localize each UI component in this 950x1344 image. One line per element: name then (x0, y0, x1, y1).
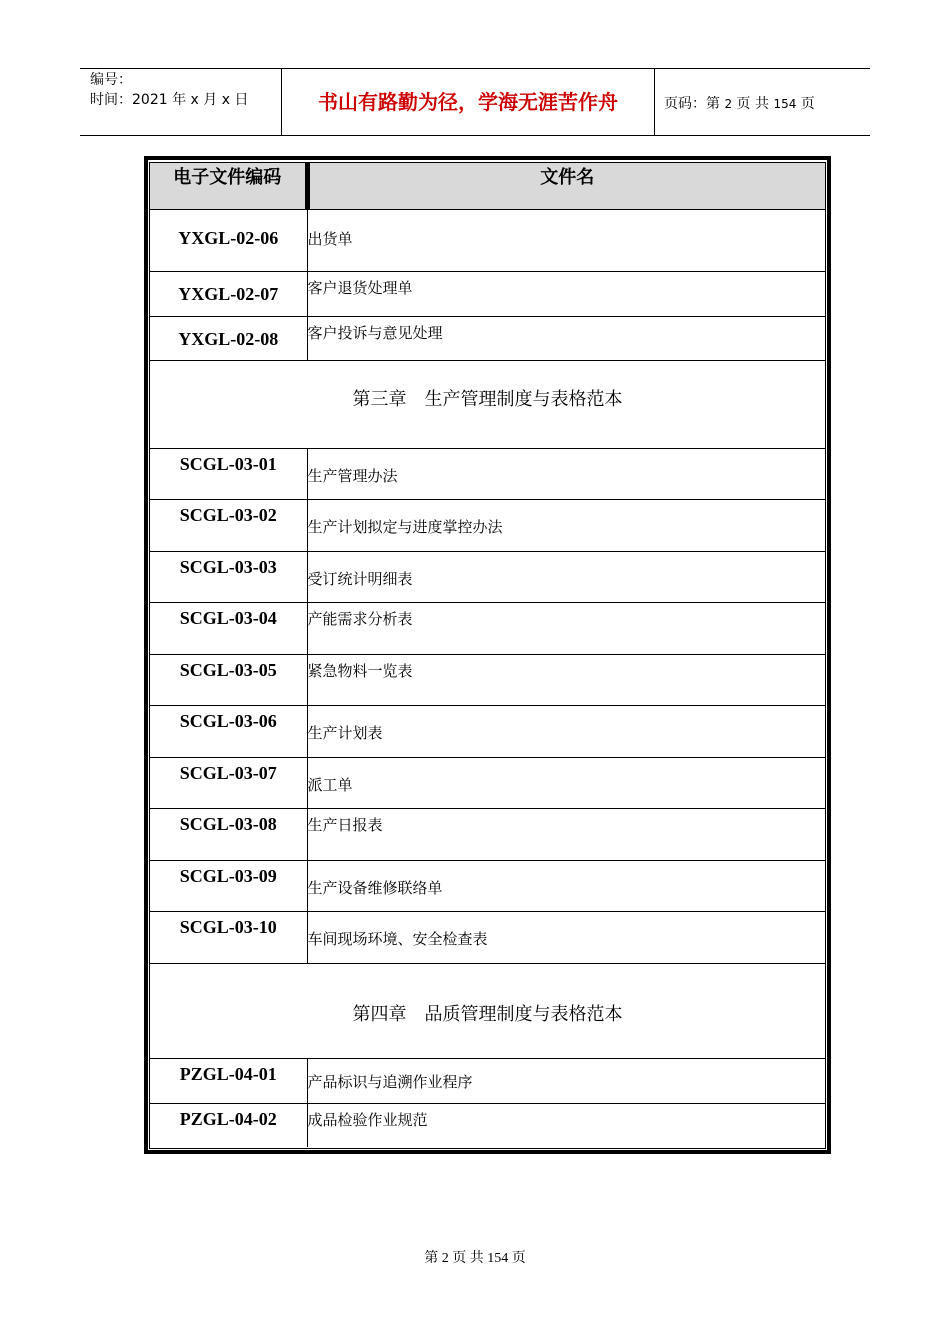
page-footer: 第 2 页 共 154 页 (424, 1251, 526, 1266)
chapter-heading: 第三章 生产管理制度与表格范本 (150, 361, 825, 449)
file-code: SCGL-03-08 (150, 809, 307, 861)
table-row (150, 449, 825, 500)
table-row (150, 809, 825, 861)
file-name: 紧急物料一览表 (307, 655, 825, 706)
file-code: PZGL-04-01 (150, 1059, 307, 1104)
column-header-name: 文件名 (307, 163, 825, 210)
file-name: 产能需求分析表 (307, 603, 825, 655)
table-row (150, 317, 825, 361)
file-code: SCGL-03-04 (150, 603, 307, 655)
file-name: 生产计划表 (307, 706, 825, 758)
header-top-rule (80, 68, 870, 69)
file-code: YXGL-02-08 (150, 317, 307, 361)
file-code: SCGL-03-07 (150, 758, 307, 809)
file-name: 生产日报表 (307, 809, 825, 861)
file-code: SCGL-03-09 (150, 861, 307, 912)
file-name: 派工单 (307, 758, 825, 809)
file-code: SCGL-03-10 (150, 912, 307, 964)
file-code: YXGL-02-06 (150, 210, 307, 272)
table-row (150, 500, 825, 552)
table-row (150, 861, 825, 912)
file-code: SCGL-03-01 (150, 449, 307, 500)
file-name: 生产设备维修联络单 (307, 861, 825, 912)
file-index-table (150, 163, 825, 1147)
column-header-code: 电子文件编码 (150, 163, 307, 210)
table-row (150, 210, 825, 272)
table-row (150, 655, 825, 706)
file-code: SCGL-03-05 (150, 655, 307, 706)
file-code: SCGL-03-06 (150, 706, 307, 758)
file-code: YXGL-02-07 (150, 272, 307, 317)
file-name: 产品标识与追溯作业程序 (307, 1059, 825, 1104)
table-row (150, 272, 825, 317)
page-total: 154 (773, 97, 797, 111)
file-code: SCGL-03-03 (150, 552, 307, 603)
page-current: 2 (724, 97, 733, 111)
file-code: PZGL-04-02 (150, 1104, 307, 1147)
table-row (150, 706, 825, 758)
chapter-heading: 第四章 品质管理制度与表格范本 (150, 964, 825, 1059)
file-name: 生产管理办法 (307, 449, 825, 500)
header-divider-right (654, 69, 655, 136)
file-name: 生产计划拟定与进度掌控办法 (307, 500, 825, 552)
table-header-row (150, 163, 825, 210)
file-name: 车间现场环境、安全检查表 (307, 912, 825, 964)
table-row (150, 1104, 825, 1147)
page-mid: 页 共 (732, 96, 774, 112)
header-page-info (664, 93, 815, 113)
file-code: SCGL-03-02 (150, 500, 307, 552)
file-name: 受订统计明细表 (307, 552, 825, 603)
chapter-row (150, 361, 825, 449)
table-row (150, 912, 825, 964)
page-prefix: 页码：第 (664, 96, 725, 112)
file-name: 出货单 (307, 210, 825, 272)
table-row (150, 603, 825, 655)
header-meta (90, 70, 248, 110)
table-row (150, 552, 825, 603)
document-number-label: 编号： (90, 72, 132, 88)
header-motto: 书山有路勤为径，学海无涯苦作舟 (318, 90, 618, 114)
file-name: 成品检验作业规范 (307, 1104, 825, 1147)
header-bottom-rule (80, 135, 870, 136)
table-row (150, 1059, 825, 1104)
table-row (150, 758, 825, 809)
page-suffix: 页 (796, 96, 815, 112)
chapter-row (150, 964, 825, 1059)
file-name: 客户投诉与意见处理 (307, 317, 825, 361)
document-date: 时间：2021 年 x 月 x 日 (90, 92, 249, 108)
file-name: 客户退货处理单 (307, 272, 825, 317)
